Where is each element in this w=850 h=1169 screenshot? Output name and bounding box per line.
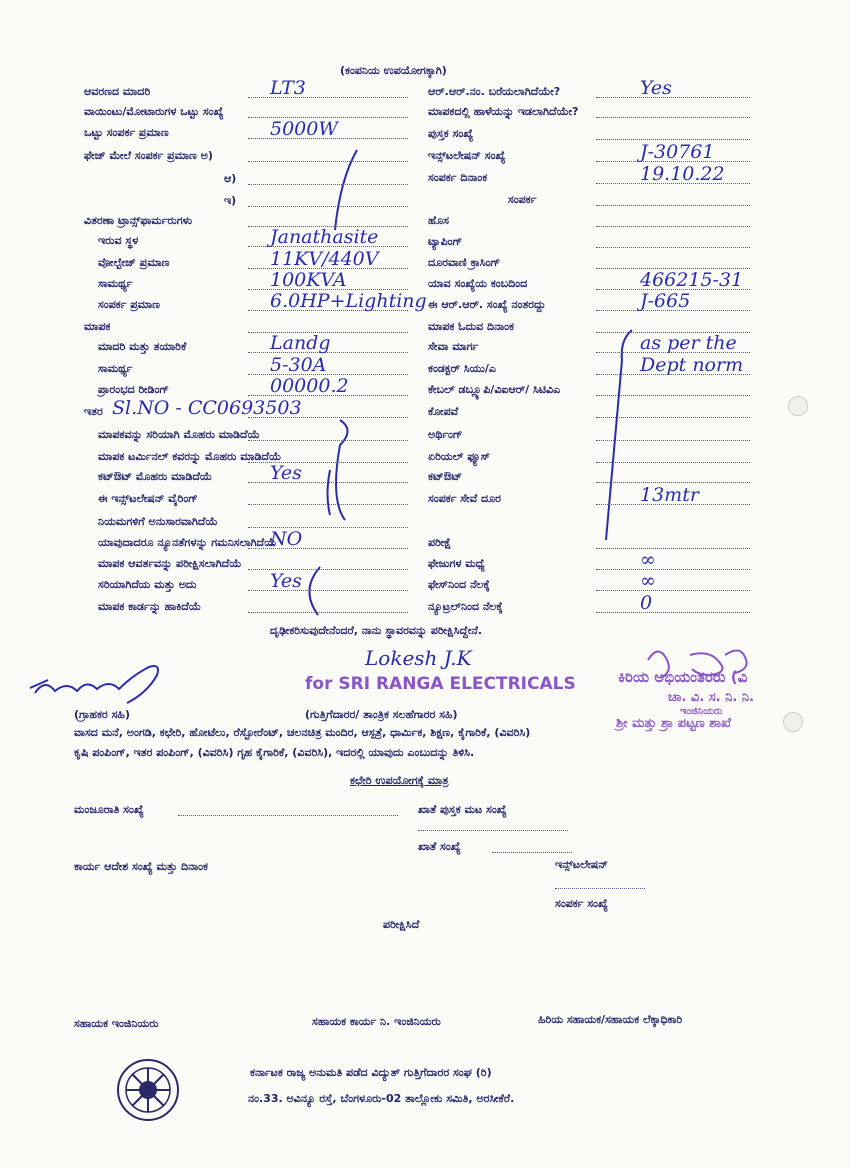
left-field-value-13: 5-30A [270, 354, 327, 376]
right-field-value-0: Yes [640, 77, 672, 99]
engineer-stamp-line4: ಶ್ರೀ ಮತ್ತು ಶ್ರಾ ಪಟ್ಟಣ ಶಾಖೆ [616, 716, 731, 731]
account-no-field [492, 852, 572, 853]
left-label-13: ಸಾಮರ್ಥ್ಯ [98, 362, 133, 375]
right-label-6: ಹೊಸ [428, 214, 449, 227]
left-label-7: ಇರುವ ಸ್ಥಳ [98, 234, 139, 247]
installation-field [555, 888, 645, 889]
contractor-sign-label: (ಗುತ್ತಿಗೆದಾರರ/ ತಾಂತ್ರಿಕ ಸಲಹೆಗಾರರ ಸಹಿ) [305, 708, 458, 721]
right-label-5: ಸಂಪರ್ಕ [508, 193, 537, 206]
left-label-5: ಇ) [224, 194, 237, 207]
punch-hole [788, 396, 808, 416]
left-label-9: ಸಾಮರ್ಥ್ಯ [98, 277, 133, 290]
left-label-21: ಯಾವುದಾದರೂ ನ್ಯೂನತೆಗಳನ್ನು ಗಮನಿಸಲಾಗಿದೆಯೆ [98, 536, 277, 549]
right-label-3: ಇನ್ಸ್‌ಟಲೇಷನ್ ಸಂಖ್ಯೆ [428, 149, 506, 162]
work-order-label: ಕಾರ್ಯ ಆದೇಶ ಸಂಖ್ಯೆ ಮತ್ತು ದಿನಾಂಕ [74, 860, 208, 873]
asst-engineer-label: ಸಹಾಯಕ ಇಂಜಿನಿಯರು [74, 1017, 159, 1030]
right-label-2: ಪುಸ್ತಕ ಸಂಖ್ಯೆ [428, 127, 474, 140]
right-field-line-20[interactable] [596, 548, 750, 549]
left-field-line-5[interactable] [248, 206, 408, 207]
right-field-value-22: ∞ [640, 570, 656, 592]
left-label-19: ಈ ಇನ್ಸ್‌ಟಲೇಷನ್ ವೈರಿಂಗ್ [98, 492, 198, 505]
right-label-19: ಸಂಪರ್ಕ ಸೇವೆ ದೂರ [428, 492, 501, 505]
right-field-value-9: 466215-31 [640, 269, 744, 291]
left-field-value-2: 5000W [270, 118, 338, 140]
left-field-line-19[interactable] [248, 504, 408, 505]
right-label-4: ಸಂಪರ್ಕ ದಿನಾಂಕ [428, 171, 488, 184]
office-section-title: ಕಛೇರಿ ಉಪಯೋಗಕ್ಕೆ ಮಾತ್ರ [350, 774, 449, 787]
right-field-line-0[interactable] [596, 97, 750, 98]
certify-text: ದೃಢೀಕರಿಸುವುದೇನೆಂದರೆ, ನಾನು ಸ್ಥಾವರವನ್ನು ಪರೀಕ್ಷಿಸಿದ್ದೇನೆ. [270, 624, 483, 637]
left-label-22: ಮಾಪಕ ಆವರ್ತವನ್ನು ಪರೀಕ್ಷಿಸಲಾಗಿದೆಯೆ [98, 557, 242, 570]
right-field-line-16[interactable] [596, 440, 750, 441]
right-field-value-21: ∞ [640, 549, 656, 571]
contractor-stamp: for SRI RANGA ELECTRICALS [305, 674, 576, 694]
left-field-value-9: 100KVA [270, 269, 347, 291]
right-field-value-10: J-665 [640, 290, 691, 312]
right-field-value-4: 19.10.22 [640, 163, 725, 185]
installation-label: ಇನ್ಸ್‌ಟಲೇಷನ್ [555, 858, 608, 871]
left-field-value-12: Landg [270, 332, 331, 354]
right-label-17: ಏರಿಯಲ್ ಫ್ಯೂಸ್ [428, 450, 490, 463]
asst-exec-engineer-label: ಸಹಾಯಕ ಕಾರ್ಯ ನಿ. ಇಂಜಿನಿಯರು [312, 1015, 441, 1028]
right-label-14: ಕೇಬಲ್ ಡಬ್ಲ್ಯೂಪಿ/ವಿಐಆರ್/ ಸಿಟಿವಿಎ [428, 383, 561, 396]
left-field-value-15: Sl.NO - CC0693503 [112, 397, 302, 419]
right-field-value-12: as per the [640, 332, 737, 354]
right-field-line-5[interactable] [596, 205, 750, 206]
right-label-18: ಕಟ್‌ಔಟ್ [428, 470, 462, 483]
right-field-line-22[interactable] [596, 590, 750, 591]
right-field-line-18[interactable] [596, 482, 750, 483]
right-label-20: ಪರೀಕ್ಷೆ [428, 536, 452, 549]
sanction-no-field [178, 815, 398, 816]
usage-line-2: ಕೃಷಿ ಪಂಪಿಂಗ್, ಇತರ ಪಂಪಿಂಗ್, (ವಿವರಿಸಿ) ಗೃಹ ಕೈಗಾರಿಕೆ, (ವಿವರಿಸಿ), ಇದರಲ್ಲಿ ಯಾವುದು ಎಂಬುದನ್ನು ತಿಳಿಸಿ. [74, 746, 475, 759]
customer-sign-label: (ಗ್ರಾಹಕರ ಸಹಿ) [74, 708, 130, 721]
ledger-page-label: ಖಾತೆ ಪುಸ್ತಕ ಮಟ ಸಂಖ್ಯೆ [418, 803, 507, 816]
left-field-line-4[interactable] [248, 184, 408, 185]
accounts-officer-label: ಹಿರಿಯ ಸಹಾಯಕ/ಸಹಾಯಕ ಲೆಕ್ಕಾಧಿಕಾರಿ [538, 1013, 683, 1026]
engineer-stamp-line3: ಇಂಜಿನಿಯರು [680, 706, 723, 717]
right-field-value-19: 13mtr [640, 484, 699, 506]
right-label-15: ಕೋಪವೆ [428, 405, 459, 418]
left-field-value-8: 11KV/440V [270, 248, 379, 270]
left-field-value-18: Yes [270, 462, 302, 484]
left-field-value-10: 6.0HP+Lighting [270, 290, 427, 312]
right-label-10: ಈ ಆರ್.ಆರ್. ಸಂಖ್ಯೆ ನಂತರದ್ದು [428, 298, 546, 311]
right-label-1: ಮಾಪಕದಲ್ಲಿ ಹಾಳೆಯನ್ನು ಇಡಲಾಗಿದೆಯೇ? [428, 105, 579, 118]
connection-no-label: ಸಂಪರ್ಕ ಸಂಖ್ಯೆ [555, 897, 608, 910]
inspected-label: ಪರೀಕ್ಷಿಸಿದೆ [383, 918, 420, 931]
left-label-12: ಮಾದರಿ ಮತ್ತು ತಯಾರಿಕೆ [98, 340, 187, 353]
right-field-value-23: 0 [640, 592, 653, 614]
association-logo [116, 1058, 180, 1122]
left-label-14: ಪ್ರಾರಂಭದ ರೀಡಿಂಗ್ [98, 383, 169, 396]
engineer-stamp-line1: ಕಿರಿಯ ಅಭಿಯಂತರರು (ವಿ [618, 668, 748, 686]
left-field-line-16[interactable] [248, 440, 408, 441]
left-field-value-21: NO [270, 528, 303, 550]
left-label-17: ಮಾಪಕ ಟರ್ಮಿನಲ್ ಕವರನ್ನು ಮೊಹರು ಮಾಡಿದೆಯೆ [98, 450, 282, 463]
right-label-11: ಮಾಪಕ ಓದುವ ದಿನಾಂಕ [428, 320, 514, 333]
left-label-6: ವಿತರಣಾ ಟ್ರಾನ್ಸ್‌ಫಾರ್ಮರುಗಳು [84, 214, 193, 227]
left-label-11: ಮಾಪಕ [84, 320, 111, 333]
left-label-0: ಆವರಣದ ಮಾದರಿ [84, 85, 151, 98]
office-use-heading: (ಕಂಪನಿಯ ಉಪಯೋಗಕ್ಕಾಗಿ) [340, 64, 447, 77]
left-label-18: ಕಟ್‌ಔಟ್ ಮೊಹರು ಮಾಡಿದೆಯೆ [98, 470, 213, 483]
right-label-21: ಫೇಜುಗಳ ಮಧ್ಯೆ [428, 557, 485, 570]
sanction-no-label: ಮಂಜೂರಾತಿ ಸಂಖ್ಯೆ [74, 803, 144, 816]
right-label-0: ಆರ್.ಆರ್.ನಂ. ಬರೆಯಲಾಗಿದೆಯೇ? [428, 85, 561, 98]
right-field-line-6[interactable] [596, 226, 750, 227]
left-field-value-7: Janathasite [270, 226, 379, 248]
account-no-label: ಖಾತೆ ಸಂಖ್ಯೆ [418, 840, 461, 853]
right-field-line-17[interactable] [596, 462, 750, 463]
right-label-12: ಸೇವಾ ಮಾರ್ಗ [428, 340, 479, 353]
left-field-value-23: Yes [270, 570, 302, 592]
contractor-signature-name: Lokesh J.K [365, 646, 472, 670]
left-label-23: ಸರಿಯಾಗಿದೆಯ ಮತ್ತು ಅದು [98, 578, 197, 591]
footer-line-2: ನಂ.33. ಅವಿನ್ಯೂ ರಸ್ತೆ, ಬೆಂಗಳೂರು-02 ತಾಲ್ಲೋಕು ಸಮಿತಿ, ಅರಸೀಕೆರೆ. [248, 1092, 515, 1105]
right-field-line-1[interactable] [596, 117, 750, 118]
left-field-value-0: LT3 [270, 77, 306, 99]
left-field-line-24[interactable] [248, 612, 408, 613]
engineer-stamp-line2: ಚಾ. ವಿ. ಸ. ನಿ. ನಿ. [668, 690, 755, 705]
left-label-24: ಮಾಪಕ ಕಾರ್ಡನ್ನು ಹಾಕಿದೆಯೆ [98, 600, 202, 613]
left-label-10: ಸಂಪರ್ಕ ಪ್ರಮಾಣ [98, 298, 160, 311]
right-field-line-2[interactable] [596, 139, 750, 140]
right-label-13: ಕಂಡಕ್ಟರ್ ಸಿಯು/ಎ [428, 362, 496, 375]
left-label-4: ಆ) [224, 172, 237, 185]
ledger-page-field [418, 830, 568, 831]
left-label-20: ನಿಯಮಗಳಿಗೆ ಅನುಸಾರವಾಗಿದೆಯೆ [98, 515, 218, 528]
right-label-16: ಅರ್ಥಿಂಗ್ [428, 428, 463, 441]
left-label-1: ವಾಯಿಂಟು/ಮೋಟಾರುಗಳ ಒಟ್ಟು ಸಂಖ್ಯೆ [84, 105, 224, 118]
left-label-2: ಒಟ್ಟು ಸಂಪರ್ಕ ಪ್ರಮಾಣ [84, 126, 169, 139]
usage-line-1: ವಾಸದ ಮನೆ, ಅಂಗಡಿ, ಕಛೇರಿ, ಹೋಟೆಲು, ರೆಸ್ಟೋರೆಂಟ್, ಚಲನಚಿತ್ರ ಮಂದಿರ, ಆಸ್ಪತ್ರೆ, ಧಾರ್ಮಿಕ, ಶಿಕ್ಷಣ, ಕೈಗಾರಿಕೆ, (ವಿವರಿಸಿ) [74, 726, 531, 739]
right-label-23: ನ್ಯೂಟ್ರಲ್‌ನಿಂದ ನೆಲಕ್ಕೆ [428, 600, 503, 613]
right-label-8: ದೂರವಾಣಿ ಕ್ರಾಸಿಂಗ್ [428, 256, 501, 269]
right-field-line-15[interactable] [596, 417, 750, 418]
left-field-value-14: 00000.2 [270, 375, 349, 397]
left-label-8: ವೋಲ್ಟೇಜ್ ಪ್ರಮಾಣ [98, 256, 170, 269]
right-field-value-3: J-30761 [640, 141, 715, 163]
left-label-3: ಫೇಜ್ ಮೇಲೆ ಸಂಪರ್ಕ ಪ್ರಮಾಣ ಅ) [84, 149, 213, 162]
footer-line-1: ಕರ್ನಾಟಕ ರಾಜ್ಯ ಅನುಮತಿ ಪಡೆದ ವಿದ್ಯುತ್ ಗುತ್ತಿಗೆದಾರರ ಸಂಘ (ರಿ) [250, 1066, 492, 1079]
right-field-line-14[interactable] [596, 395, 750, 396]
right-field-line-21[interactable] [596, 569, 750, 570]
left-label-15: ಇತರ [84, 405, 103, 418]
right-field-line-7[interactable] [596, 247, 750, 248]
left-label-16: ಮಾಪಕವನ್ನು ಸರಿಯಾಗಿ ಮೊಹರು ಮಾಡಿದೆಯೆ [98, 428, 260, 441]
right-field-value-13: Dept norm [640, 354, 744, 376]
left-field-line-3[interactable] [248, 161, 408, 162]
punch-hole [783, 712, 803, 732]
right-label-7: ಟ್ಯಾಪಿಂಗ್ [428, 235, 463, 248]
right-label-22: ಫೇಸ್‌ನಿಂದ ನೆಲಕ್ಕೆ [428, 578, 490, 591]
right-label-9: ಯಾವ ಸಂಖ್ಯೆಯ ಕಂಬದಿಂದ [428, 277, 528, 290]
right-field-line-23[interactable] [596, 612, 750, 613]
